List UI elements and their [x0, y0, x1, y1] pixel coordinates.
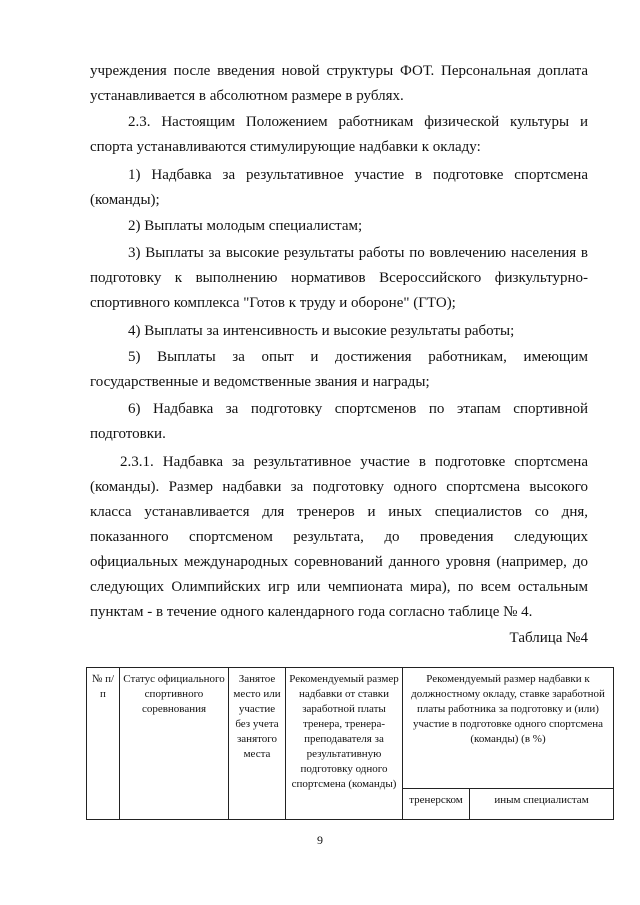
- table-caption: Таблица №4: [509, 630, 588, 646]
- paragraph-continuation: учреждения после введения новой структуры ФОТ. Персональная доплата устанавливается в абсолютном размере в рублях.: [90, 63, 588, 104]
- list-item-1: 1) Надбавка за результативное участие в подготовке спортсмена (команды);: [90, 167, 588, 208]
- header-salary-group: Рекомендуемый размер надбавки к должностному окладу, ставке заработной платы работника за подготовку и (или) участие в подготовке одного спортсмена (команды) (в %): [403, 668, 614, 789]
- paragraph-2-3-1: 2.3.1. Надбавка за результативное участие в подготовке спортсмена (команды). Размер надбавки за подготовку одного спортсмена высокого класса устанавливается для тренеров и иных специалистов со дня, показанного спортсменом результата, до проведения следующих официальных международных соревнований данного уровня (например, до следующих Олимпийских игр или чемпионата мира), по всем остальным пунктам - в течение одного календарного года согласно таблице № 4.: [90, 454, 588, 620]
- header-num: № п/п: [87, 668, 120, 820]
- header-status: Статус официального спортивного соревнования: [120, 668, 229, 820]
- header-place: Занятое место или участие без учета занятого места: [229, 668, 286, 820]
- paragraph-2-3: 2.3. Настоящим Положением работникам физической культуры и спорта устанавливаются стимулирующие надбавки к окладу:: [90, 114, 588, 155]
- header-other: иным специалистам: [470, 789, 614, 820]
- list-item-3: 3) Выплаты за высокие результаты работы по вовлечению населения в подготовку к выполнению нормативов Всероссийского физкультурно-спортивного комплекса "Готов к труду и обороне" (ГТО);: [90, 245, 588, 311]
- list-item-4: 4) Выплаты за интенсивность и высокие результаты работы;: [128, 323, 515, 339]
- header-recommended: Рекомендуемый размер надбавки от ставки заработной платы тренера, тренера-преподавателя за результативную подготовку одного спортсмена (команды): [286, 668, 403, 820]
- page-number: 9: [317, 833, 323, 847]
- list-item-5: 5) Выплаты за опыт и достижения работникам, имеющим государственные и ведомственные звания и награды;: [90, 349, 588, 390]
- table-4: [86, 667, 614, 820]
- list-item-2: 2) Выплаты молодым специалистам;: [128, 218, 363, 234]
- list-item-6: 6) Надбавка за подготовку спортсменов по этапам спортивной подготовки.: [90, 401, 588, 442]
- header-coach: тренерском: [403, 789, 470, 820]
